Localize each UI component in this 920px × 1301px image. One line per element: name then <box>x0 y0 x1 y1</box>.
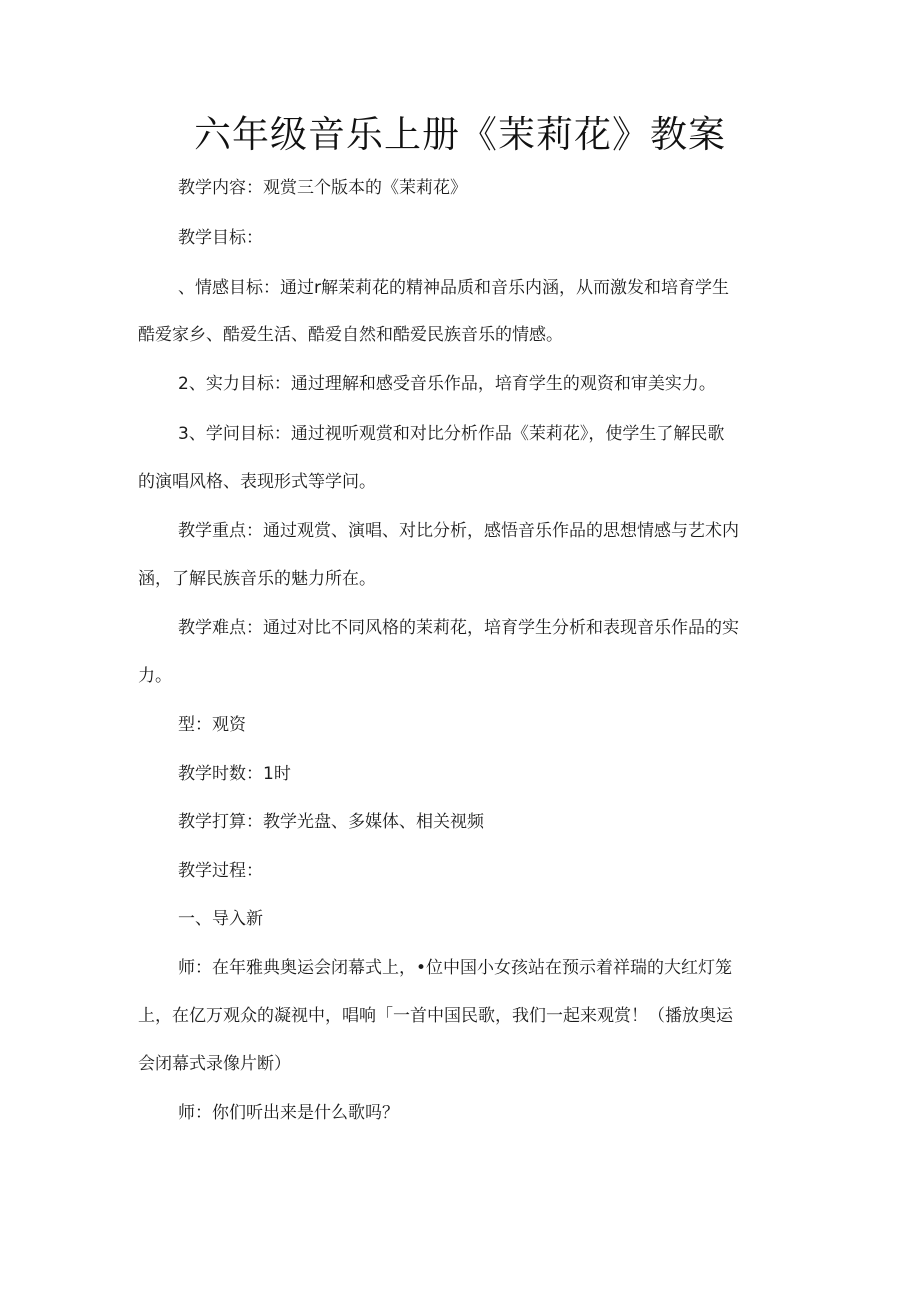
teacher-speech-line-3: 会闭幕式录像片断） <box>138 1054 291 1074</box>
key-point-line-2: 涵，了解民族音乐的魅力所在。 <box>138 569 376 589</box>
teacher-speech-line-1: 师：在年雅典奥运会闭幕式上，•位中国小女孩站在预示着祥瑞的大红灯笼 <box>178 958 733 978</box>
teaching-content-line: 教学内容：观赏三个版本的《茉莉花》 <box>178 178 467 198</box>
page-title: 六年级音乐上册《茉莉花》教案 <box>194 113 726 156</box>
lesson-type-line: 型：观资 <box>178 715 246 735</box>
process-heading: 教学过程： <box>178 861 263 881</box>
lesson-hours-line: 教学时数：1时 <box>178 764 291 784</box>
teacher-speech-line-2: 上，在亿万观众的凝视中，唱响「一首中国民歌，我们一起来观赏！（播放奥运 <box>138 1006 733 1026</box>
teaching-goals-heading: 教学目标： <box>178 228 263 248</box>
difficulty-line-1: 教学难点：通过对比不同风格的茉莉花，培育学生分析和表现音乐作品的实 <box>178 618 739 638</box>
difficulty-line-2: 力。 <box>138 666 172 686</box>
teacher-question-line: 师：你们听出来是什么歌吗？ <box>178 1103 399 1123</box>
knowledge-goal-line-1: 3、学问目标：通过视听观赏和对比分析作品《茉莉花》，使学生了解民歌 <box>178 424 725 444</box>
key-point-line-1: 教学重点：通过观赏、演唱、对比分析，感悟音乐作品的思想情感与艺术内 <box>178 521 739 541</box>
emotion-goal-line-2: 酷爱家乡、酷爱生活、酷爱自然和酷爱民族音乐的情感。 <box>138 325 563 345</box>
section-intro-heading: 一、导入新 <box>178 909 263 929</box>
knowledge-goal-line-2: 的演唱风格、表现形式等学问。 <box>138 472 376 492</box>
materials-line: 教学打算：教学光盘、多媒体、相关视频 <box>178 812 484 832</box>
ability-goal-line: 2、实力目标：通过理解和感受音乐作品，培育学生的观资和审美实力。 <box>178 374 716 394</box>
emotion-goal-line-1: 、情感目标：通过r解茉莉花的精神品质和音乐内涵，从而激发和培育学生 <box>178 278 729 298</box>
